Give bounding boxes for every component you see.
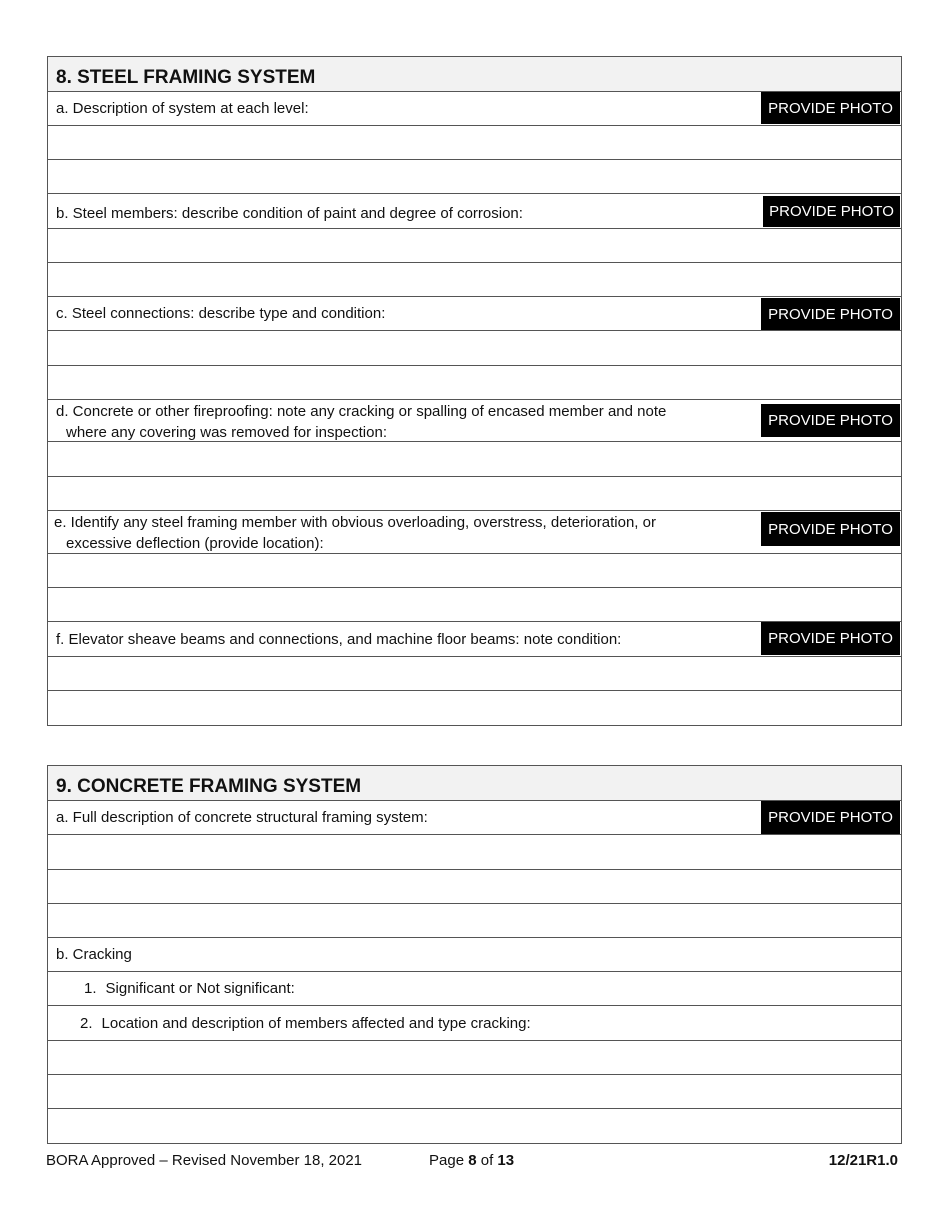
page-of: of xyxy=(480,1152,494,1169)
question-d-line2: where any covering was removed for inspection: xyxy=(66,424,387,441)
question-f-label: f. Elevator sheave beams and connections, and machine floor beams: note condition: xyxy=(56,630,622,648)
answer-line[interactable] xyxy=(48,160,901,194)
provide-photo-button-e[interactable]: PROVIDE PHOTO xyxy=(761,512,900,546)
answer-line[interactable] xyxy=(48,263,901,297)
section-title xyxy=(48,57,901,92)
question-d-row xyxy=(48,400,901,442)
provide-photo-button-f[interactable]: PROVIDE PHOTO xyxy=(761,622,900,655)
page-current: 8 xyxy=(468,1152,477,1169)
section-title-text: 8. STEEL FRAMING SYSTEM xyxy=(56,67,316,88)
answer-line[interactable] xyxy=(48,331,901,366)
answer-line[interactable] xyxy=(48,477,901,511)
question-e-line2: excessive deflection (provide location): xyxy=(66,535,324,552)
answer-line[interactable] xyxy=(48,1041,901,1075)
question-a-row xyxy=(48,92,901,126)
question-a-row xyxy=(48,801,901,835)
provide-photo-button-a[interactable]: PROVIDE PHOTO xyxy=(761,92,900,124)
footer-revision: BORA Approved – Revised November 18, 2021 xyxy=(46,1152,363,1169)
section-title xyxy=(48,766,901,801)
question-b-row xyxy=(48,938,901,972)
question-b-label: b. Cracking xyxy=(56,946,132,963)
footer-page-number xyxy=(429,1152,514,1169)
question-d-line1: d. Concrete or other fireproofing: note any cracking or spalling of encased member and note xyxy=(56,403,667,420)
provide-photo-button-b[interactable]: PROVIDE PHOTO xyxy=(763,196,900,227)
provide-photo-button-d[interactable]: PROVIDE PHOTO xyxy=(761,404,900,437)
question-a-label: a. Full description of concrete structural framing system: xyxy=(56,809,428,826)
answer-line[interactable] xyxy=(48,229,901,263)
question-b1-row xyxy=(48,972,901,1006)
question-b2-label: Location and description of members affected and type cracking: xyxy=(101,1014,531,1032)
question-c-label: c. Steel connections: describe type and condition: xyxy=(56,305,386,322)
section-title-text: 9. CONCRETE FRAMING SYSTEM xyxy=(56,776,362,797)
answer-line[interactable] xyxy=(48,691,901,725)
question-f-row xyxy=(48,622,901,657)
footer-doc-code: 12/21R1.0 xyxy=(828,1152,898,1169)
question-b2-row xyxy=(48,1006,901,1041)
question-a-label: a. Description of system at each level: xyxy=(56,100,309,117)
concrete-framing-section xyxy=(47,765,902,1144)
answer-line[interactable] xyxy=(48,657,901,691)
answer-line[interactable] xyxy=(48,554,901,588)
page-prefix: Page xyxy=(429,1152,465,1169)
question-b1-label: Significant or Not significant: xyxy=(105,980,295,997)
question-b-row xyxy=(48,194,901,229)
question-e-row xyxy=(48,511,901,554)
answer-line[interactable] xyxy=(48,126,901,160)
page-total: 13 xyxy=(497,1152,515,1169)
question-b2-number: 2. xyxy=(80,1014,93,1032)
answer-line[interactable] xyxy=(48,442,901,477)
answer-line[interactable] xyxy=(48,1075,901,1109)
answer-line[interactable] xyxy=(48,588,901,622)
steel-framing-section xyxy=(47,56,902,726)
answer-line[interactable] xyxy=(48,904,901,938)
answer-line[interactable] xyxy=(48,870,901,904)
question-c-row xyxy=(48,297,901,331)
question-b-label: b. Steel members: describe condition of paint and degree of corrosion: xyxy=(56,204,523,222)
answer-line[interactable] xyxy=(48,1109,901,1143)
answer-line[interactable] xyxy=(48,835,901,870)
question-b1-number: 1. xyxy=(84,980,97,997)
provide-photo-button-c[interactable]: PROVIDE PHOTO xyxy=(761,298,900,330)
provide-photo-button-concrete-a[interactable]: PROVIDE PHOTO xyxy=(761,801,900,834)
answer-line[interactable] xyxy=(48,366,901,400)
page-footer xyxy=(46,1152,898,1174)
question-e-line1: e. Identify any steel framing member with obvious overloading, overstress, deterioration, or xyxy=(54,514,656,531)
